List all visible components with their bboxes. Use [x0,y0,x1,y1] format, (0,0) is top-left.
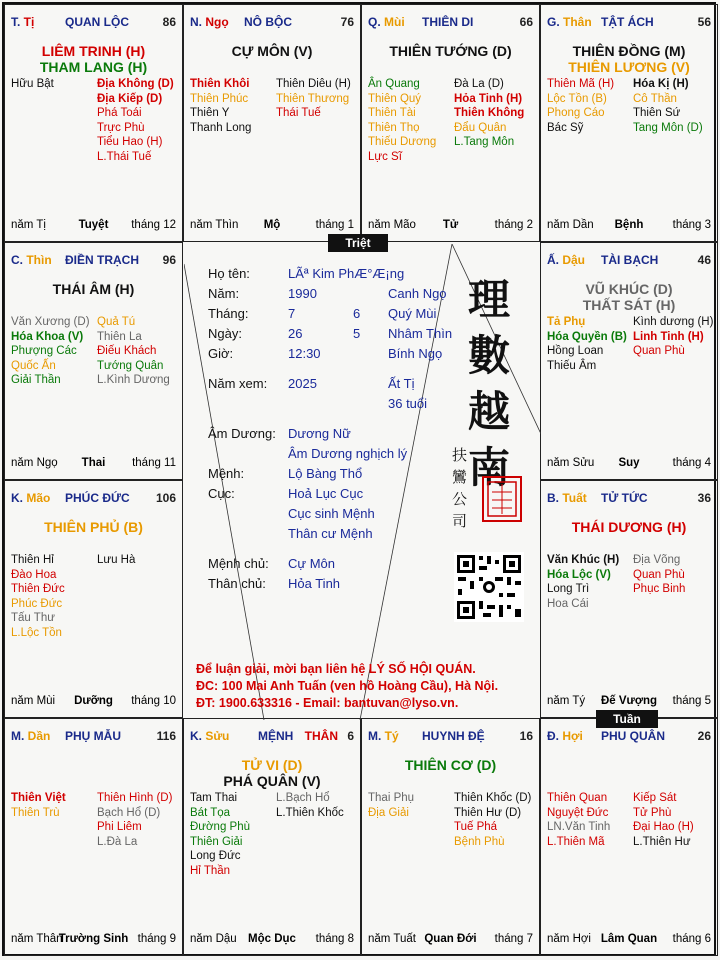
palace-cell-ngo[interactable] [183,4,361,242]
minor-star: Thiếu Âm [547,359,597,372]
palace-name: ĐIỀN TRẠCH [65,253,139,267]
palace-header [547,15,711,31]
hour-canchi: Bính Ngọ [388,346,443,361]
minor-star: Thiên Trù [11,806,60,819]
left-star-column [190,791,250,878]
minor-star: Hồng Loan [547,345,604,357]
minor-star: Thiên Mã (H) [547,78,615,90]
palace-stage: Quan Đới [424,933,477,945]
palace-header [368,15,533,31]
tuan-marker: Tuần [596,710,658,728]
palace-month: tháng 4 [672,457,711,469]
palace-cell-ty[interactable] [361,718,540,956]
palace-stage: Trường Sinh [58,933,129,945]
minor-star: Hoa Cái [547,597,589,610]
palace-position: Đ. Hợi [547,729,583,743]
palace-name: HUYNH ĐỆ [422,729,485,743]
palace-position: Ấ. Dậu [547,253,586,267]
palace-cell-mui[interactable] [361,4,540,242]
palace-position: C. Thìn [11,253,52,267]
view-year-value: 2025 [288,376,317,391]
qr-code-icon[interactable] [454,552,524,622]
minor-star: Lưu Hà [97,554,136,566]
than-marker: THÂN [304,729,338,743]
minor-star: Lực Sĩ [368,150,402,163]
palace-position: K. Mão [11,491,51,505]
palace-name: TÀI BẠCH [601,253,659,267]
minor-star: Tử Phù [633,806,672,819]
palace-year: năm Dần [547,219,594,231]
palace-year: năm Tị [11,219,46,231]
palace-header [547,729,711,745]
minor-star: Trực Phù [97,121,145,134]
cuc-value-3: Thân cư Mệnh [288,526,373,541]
minor-star: Điếu Khách [97,345,157,357]
palace-footer [368,933,533,947]
minor-star: Thiên Phúc [190,92,249,105]
left-star-column [368,791,414,820]
main-star: THAM LANG (H) [39,59,148,75]
palace-header [368,729,533,745]
right-star-column [454,77,524,150]
menh-chu-value: Cự Môn [288,556,335,571]
minor-star: Hỉ Thần [190,864,231,877]
main-star: LIÊM TRINH (H) [41,43,146,59]
minor-star: Tướng Quân [97,359,164,372]
calligraphy-text: 理數越南 [468,275,511,492]
day-label: Ngày: [208,326,242,341]
cuc-value-2: Cục sinh Mệnh [288,506,375,521]
age-value: 36 tuổi [388,396,428,411]
palace-name: QUAN LỘC [65,15,129,29]
minor-star: Tiểu Hao (H) [97,136,163,148]
minor-star: Thiên Hình (D) [97,792,173,804]
main-star: THIÊN TƯỚNG (D) [389,43,512,59]
palace-number: 56 [697,15,711,29]
minor-star: L.Thiên Mã [547,835,605,848]
main-star: THIÊN ĐỒNG (M) [572,43,686,59]
minor-star: Quả Tú [97,316,136,328]
palace-year: năm Mùi [11,695,56,707]
main-star: THẤT SÁT (H) [582,297,676,313]
palace-footer [11,457,176,471]
minor-star: Lộc Tồn (B) [547,92,607,105]
minor-star: Bệnh Phù [454,835,505,848]
right-star-column [633,315,713,359]
than-chu-value: Hỏa Tinh [288,576,341,591]
minor-star: Kiếp Sát [633,792,677,804]
view-year-label: Năm xem: [208,376,268,391]
palace-position: T. Tị [11,15,35,29]
main-star: TỬ VI (D) [241,757,303,773]
palace-position: K. Sửu [190,729,230,743]
minor-star: Thiên Không [454,107,525,119]
palace-cell-tuat[interactable] [540,480,718,718]
minor-star: Tuế Phá [454,821,498,833]
minor-star: Thiên Quý [368,92,422,105]
main-star: THÁI ÂM (H) [52,281,135,297]
minor-star: Thiên Sứ [633,107,681,119]
minor-star: Linh Tinh (H) [633,330,704,343]
day-canchi: Nhâm Thìn [388,326,453,341]
palace-month: tháng 5 [672,695,711,707]
palace-stage: Bệnh [614,219,644,231]
minor-star: Bác Sỹ [547,121,584,134]
minor-star: Quan Phù [633,568,685,581]
palace-year: năm Thân [11,933,63,945]
palace-position: M. Dần [11,729,51,743]
palace-stage: Mộc Dục [248,933,296,945]
left-star-column [11,791,66,820]
palace-header [190,15,354,31]
palace-year: năm Ngọ [11,457,58,469]
palace-name: PHÚC ĐỨC [65,491,130,505]
palace-stage: Thai [81,457,106,469]
palace-header [11,15,176,31]
minor-star: L.Tang Môn [454,136,515,148]
palace-cell-dan[interactable] [4,718,183,956]
palace-year: năm Thìn [190,219,239,231]
palace-year: năm Tý [547,695,586,707]
month-canchi: Quý Mùi [388,306,437,321]
main-star: THIÊN LƯƠNG (V) [568,59,690,75]
triet-marker: Triệt [328,234,388,252]
palace-cell-hoi[interactable] [540,718,718,956]
palace-footer [190,933,354,947]
minor-star: Phi Liêm [97,821,142,833]
palace-year: năm Sửu [547,457,595,469]
cuc-label: Cục: [208,486,235,501]
minor-star: Phượng Các [11,345,77,357]
contact-line-3[interactable]: ĐT: 1900.633316 - Email: bantuvan@lyso.vn. [196,696,459,710]
minor-star: Văn Xương (D) [11,316,90,328]
minor-star: Thiên Thọ [368,121,420,134]
palace-month: tháng 7 [494,933,533,945]
center-panel [184,244,541,720]
minor-star: Thiên Thương [276,92,350,105]
palace-month: tháng 12 [131,219,176,231]
year-canchi: Canh Ngọ [388,286,447,301]
palace-month: tháng 3 [672,219,711,231]
main-star: THÁI DƯƠNG (H) [571,519,687,535]
left-star-column [547,315,627,373]
palace-position: N. Ngọ [190,15,229,29]
palace-footer [190,219,354,233]
palace-number: 106 [155,491,176,505]
minor-star: Tam Thai [190,792,238,804]
palace-stage: Tuyệt [78,219,109,231]
minor-star: Tả Phụ [547,316,586,328]
minor-star: L.Thiên Hư [633,835,691,848]
palace-position: B. Tuất [547,491,587,505]
minor-star: L.Bạch Hổ [276,792,330,804]
minor-star: Bạch Hổ (D) [97,806,161,819]
palace-year: năm Dậu [190,933,237,945]
amduong-label: Âm Dương: [208,426,276,441]
minor-star: Long Trì [547,583,590,595]
minor-star: Phá Toái [97,107,142,119]
palace-footer [368,219,533,233]
main-star: THIÊN CƠ (D) [404,757,497,773]
palace-number: 6 [347,729,354,743]
minor-star: Ân Quang [368,78,420,90]
day-lunar: 5 [353,326,361,341]
minor-star: Thiên Giải [190,835,243,848]
palace-footer [11,695,176,709]
small-seal-text: 扶鸞公司 [452,446,468,530]
palace-footer [547,695,711,709]
minor-star: Thiên Tài [368,107,416,119]
month-label: Tháng: [208,306,249,321]
minor-star: Hỏa Tinh (H) [454,92,523,105]
palace-month: tháng 8 [315,933,354,945]
palace-name: PHU QUÂN [601,729,666,743]
palace-name: NÔ BỘC [244,15,292,29]
menh-chu-label: Mệnh chủ: [208,556,269,571]
minor-star: L.Kình Dương [97,374,170,386]
palace-month: tháng 2 [494,219,533,231]
hour-value: 12:30 [288,346,321,361]
minor-star: Địa Giải [368,806,409,819]
right-star-column [276,77,351,121]
day-value: 26 [288,326,303,341]
year-label: Năm: [208,286,240,301]
palace-number: 76 [340,15,354,29]
minor-star: Hóa Quyền (B) [547,330,627,343]
minor-star: Văn Khúc (H) [547,554,620,566]
palace-footer [547,933,711,947]
left-star-column [11,315,90,388]
minor-star: Hóa Khoa (V) [11,330,84,343]
palace-header [11,729,176,745]
minor-star: Phong Cáo [547,107,605,119]
amduong-value-1: Dương Nữ [288,426,351,441]
cuc-value-1: Hoả Lục Cục [288,486,364,501]
palace-month: tháng 1 [315,219,354,231]
left-star-column [11,553,65,640]
minor-star: Thiên Khốc (D) [454,792,532,804]
palace-month: tháng 11 [132,457,176,469]
palace-cell-dau[interactable] [540,242,718,480]
minor-star: Bát Tọa [190,806,231,819]
minor-star: Đà La (D) [454,78,504,90]
palace-footer [547,457,711,471]
minor-star: Thiên Hư (D) [454,806,522,819]
minor-star: Tấu Thư [11,612,55,624]
minor-star: Hóa Kị (H) [633,78,689,90]
palace-cell-ti[interactable] [4,4,183,242]
palace-stage: Suy [618,457,640,469]
palace-number: 96 [162,253,176,267]
left-star-column [190,77,251,135]
minor-star: L.Lộc Tồn [11,626,62,639]
palace-name: TẬT ÁCH [601,15,654,29]
minor-star: Địa Võng [633,554,681,566]
palace-year: năm Tuất [368,933,416,945]
minor-star: Thiên Y [190,107,230,119]
palace-month: tháng 10 [131,695,176,707]
hour-label: Giờ: [208,346,234,361]
palace-stage: Lâm Quan [600,933,658,945]
minor-star: Hóa Lộc (V) [547,568,611,581]
palace-year: năm Hợi [547,933,591,945]
palace-cell-than[interactable] [540,4,718,242]
main-star: CỰ MÔN (V) [231,43,313,59]
palace-position: Q. Mùi [368,15,405,29]
palace-name: MỆNH [258,729,294,743]
year-value: 1990 [288,286,317,301]
contact-line-2: ĐC: 100 Mai Anh Tuấn (ven hồ Hoàng Cầu), Hà Nội. [196,679,499,693]
minor-star: Thiên Hỉ [11,554,54,566]
minor-star: Thiên Quan [547,792,608,804]
palace-number: 26 [697,729,711,743]
palace-header [547,253,711,269]
minor-star: Thiên Diêu (H) [276,78,351,90]
minor-star: Nguyệt Đức [547,806,609,819]
minor-star: Thiên La [97,330,142,343]
minor-star: Phục Binh [633,583,686,595]
main-star: PHÁ QUÂN (V) [223,773,321,789]
right-star-column [454,791,531,849]
minor-star: L.Thiên Khốc [276,806,344,819]
red-seal-icon [482,476,522,522]
palace-footer [11,219,176,233]
palace-cell-suu[interactable] [183,718,361,956]
month-value: 7 [288,306,296,321]
minor-star: Phúc Đức [11,597,63,610]
palace-month: tháng 9 [137,933,176,945]
palace-cell-mao[interactable] [4,480,183,718]
minor-star: Thiên Việt [11,792,66,804]
minor-star: Thiếu Dương [368,136,437,148]
minor-star: Thanh Long [190,121,252,134]
palace-name: TỬ TỨC [601,491,648,505]
horoscope-chart [2,2,716,956]
palace-number: 116 [156,729,176,743]
palace-stage: Mộ [263,219,281,231]
palace-name: THIÊN DI [422,15,474,29]
minor-star: Địa Không (D) [97,78,174,90]
palace-header [11,491,176,507]
amduong-value-2: Âm Dương nghịch lý [288,446,408,461]
left-star-column [11,77,54,92]
right-star-column [633,553,685,597]
palace-number: 36 [697,491,711,505]
than-chu-label: Thân chủ: [208,576,266,591]
right-star-column [633,77,703,135]
menh-value: Lộ Bàng Thổ [288,466,363,481]
left-star-column [368,77,436,164]
main-star: VŨ KHÚC (D) [585,281,673,297]
menh-label: Mệnh: [208,466,245,481]
palace-header [190,729,354,745]
palace-number: 66 [519,15,533,29]
palace-position: G. Thân [547,15,592,29]
palace-header [547,491,711,507]
palace-stage: Dưỡng [74,695,113,707]
right-star-column [97,315,170,388]
name-value: LÃª Kim PhÆ°Æ¡ng [288,266,405,281]
minor-star: Thiên Đức [11,583,65,595]
right-star-column [97,77,174,164]
contact-line-1: Để luận giải, mời bạn liên hệ LÝ SỐ HỘI QUÁN. [196,662,476,676]
minor-star: Đẩu Quân [454,121,507,134]
palace-year: năm Mão [368,219,416,231]
minor-star: Quan Phù [633,345,685,357]
minor-star: Kình dương (H) [633,316,714,328]
minor-star: Thai Phụ [368,792,415,804]
minor-star: Đào Hoa [11,568,57,581]
left-star-column [547,553,619,611]
minor-star: LN.Văn Tinh [547,821,611,833]
name-label: Họ tên: [208,266,250,281]
palace-header [11,253,176,269]
palace-stage: Đế Vượng [600,695,658,707]
palace-position: M. Tý [368,729,399,743]
minor-star: L.Thái Tuế [97,150,152,163]
minor-star: Long Đức [190,850,241,862]
minor-star: Đường Phù [190,821,250,833]
right-star-column [633,791,694,849]
minor-star: Đại Hao (H) [633,821,694,833]
palace-cell-thin[interactable] [4,242,183,480]
minor-star: Địa Kiếp (D) [97,92,163,105]
minor-star: Giải Thần [11,374,61,386]
right-star-column [97,791,172,849]
minor-star: Thiên Khôi [190,78,250,90]
minor-star: Hữu Bật [11,78,54,90]
palace-month: tháng 6 [672,933,711,945]
minor-star: Tang Môn (D) [633,121,703,134]
right-star-column [97,553,135,568]
view-year-canchi: Ất Tị [388,376,415,391]
palace-number: 46 [697,253,711,267]
left-star-column [547,791,610,849]
right-star-column [276,791,344,820]
month-lunar: 6 [353,306,361,321]
palace-number: 16 [519,729,533,743]
palace-footer [11,933,176,947]
palace-footer [547,219,711,233]
minor-star: L.Đà La [97,835,138,848]
palace-stage: Tử [442,219,459,231]
minor-star: Thái Tuế [276,107,321,119]
palace-number: 86 [162,15,176,29]
minor-star: Quốc Ấn [11,359,56,372]
main-star: THIÊN PHỦ (B) [44,519,143,535]
left-star-column [547,77,614,135]
minor-star: Cô Thần [633,92,677,105]
palace-name: PHỤ MẪU [65,729,121,743]
